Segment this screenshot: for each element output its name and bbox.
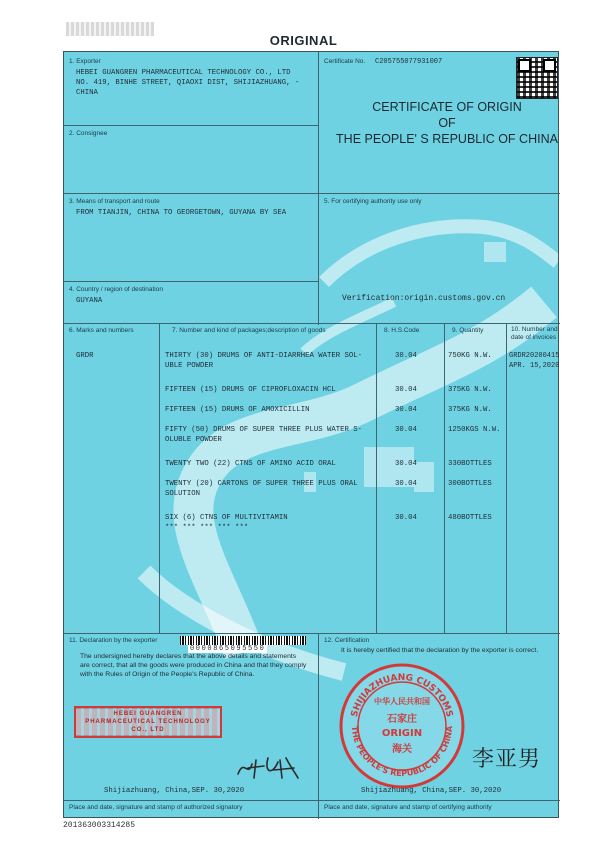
hs-code: 30.04 xyxy=(395,514,417,522)
divider xyxy=(64,633,560,634)
exporter-line: HEBEI GUANGREN PHARMACEUTICAL TECHNOLOGY CO., LTD xyxy=(76,69,291,77)
company-stamp xyxy=(74,706,222,738)
hs-code: 30.04 xyxy=(395,460,417,468)
declaration-line: with the Rules of Origin of the People's Republic of China. xyxy=(80,671,255,678)
certificate-number: C205755077931007 xyxy=(375,58,443,66)
quantity: 750KG N.W. xyxy=(448,352,492,360)
exporter-footer: Place and date, signature and stamp of authorized signatory xyxy=(69,804,243,811)
exporter-declaration-label: 11. Declaration by the exporter xyxy=(69,637,158,644)
hs-code: 30.04 xyxy=(395,406,417,414)
goods-description-line: SIX (6) CTNS OF MULTIVITAMIN xyxy=(165,514,288,522)
declaration-line: The undersigned hereby declares that the above details and statements xyxy=(80,653,297,660)
goods-description-line: FIFTEEN (15) DRUMS OF CIPROFLOXACIN HCL xyxy=(165,386,336,394)
divider xyxy=(506,323,507,633)
goods-description-line: OLUBLE POWDER xyxy=(165,436,222,444)
hs-code-header: 8. H.S.Code xyxy=(384,327,420,334)
transport-label: 3. Means of transport and route xyxy=(69,198,160,205)
goods-description-line: THIRTY (30) DRUMS OF ANTI-DIARRHEA WATER SOL- xyxy=(165,352,363,360)
consignee-label: 2. Consignee xyxy=(69,130,108,137)
certifier-footer: Place and date, signature and stamp of certifying authority xyxy=(324,804,492,811)
divider xyxy=(376,323,377,633)
goods-description-line: TWENTY (20) CARTONS OF SUPER THREE PLUS ORAL xyxy=(165,480,358,488)
quantity: 480BOTTLES xyxy=(448,514,492,522)
transport-route: FROM TIANJIN, CHINA TO GEORGETOWN, GUYANA BY SEA xyxy=(76,209,287,217)
divider xyxy=(318,633,319,819)
goods-description-line: UBLE POWDER xyxy=(165,362,214,370)
goods-description-line: FIFTEEN (15) DRUMS OF AMOXICILLIN xyxy=(165,406,310,414)
declaration-line: are correct, that all the goods were produced in China and that they comply xyxy=(80,662,307,669)
company-stamp-text: HEBEI GUANGREN PHARMACEUTICAL TECHNOLOGY CO., LTD xyxy=(76,709,220,735)
certification-label: 12. Certification xyxy=(324,637,370,644)
quantity-header: 9. Quantity xyxy=(452,327,484,334)
divider xyxy=(64,800,560,801)
goods-description-line: *** *** *** *** *** xyxy=(165,524,249,532)
exporter-label: 1. Exporter xyxy=(69,58,101,65)
invoice-number: GRDR20200415 xyxy=(509,352,560,360)
goods-description-line: TWENTY TWO (22) CTNS OF AMINO ACID ORAL xyxy=(165,460,336,468)
divider xyxy=(64,281,318,282)
exporter-line: NO. 419, BINHE STREET, QIAOXI DIST, SHIJIAZHUANG, - xyxy=(76,79,300,87)
qr-code xyxy=(516,57,558,99)
quantity: 375KG N.W. xyxy=(448,406,492,414)
declaration-text xyxy=(80,652,306,679)
quantity: 375KG N.W. xyxy=(448,386,492,394)
hs-code: 30.04 xyxy=(395,352,417,360)
hs-code: 30.04 xyxy=(395,426,417,434)
certifier-signature: 李亚男 xyxy=(472,747,542,772)
divider xyxy=(159,323,160,633)
divider xyxy=(318,52,319,325)
certifier-place-date: Shijiazhuang, China,SEP. 30,2020 xyxy=(361,787,502,795)
hs-code: 30.04 xyxy=(395,386,417,394)
seal-customs: 海关 xyxy=(392,744,412,755)
divider xyxy=(444,323,445,633)
title-line: CERTIFICATE OF ORIGIN xyxy=(372,100,522,114)
exporter-line: CHINA xyxy=(76,89,98,97)
authority-use-label: 5. For certifying authority use only xyxy=(324,198,422,205)
document-serial: 201363003314285 xyxy=(63,821,136,830)
divider xyxy=(64,323,560,324)
barcode-number: 0000865095550 xyxy=(190,645,266,653)
certification-text: It is hereby certified that the declaration by the exporter is correct. xyxy=(341,647,539,654)
divider xyxy=(64,125,318,126)
certificate-no-label: Certificate No. xyxy=(324,58,366,65)
destination-label: 4. Country / region of destination xyxy=(69,286,163,293)
title-line: OF xyxy=(438,116,456,130)
great-wall-watermark xyxy=(64,52,558,817)
hs-code: 30.04 xyxy=(395,480,417,488)
marks-header: 6. Marks and numbers xyxy=(69,327,134,334)
seal-inner-top: 中华人民共和国 xyxy=(374,697,430,706)
description-header: 7. Number and kind of packages;description of goods xyxy=(172,327,326,334)
exporter-signature xyxy=(234,752,302,782)
seal-outer-top: SHIJIAZHUANG CUSTOMS xyxy=(349,672,455,719)
seal-city: 石家庄 xyxy=(387,714,417,725)
marks-value: GRDR xyxy=(76,352,94,360)
certificate-title xyxy=(334,99,560,147)
exporter-place-date: Shijiazhuang, China,SEP. 30,2020 xyxy=(104,787,245,795)
certificate-form xyxy=(63,51,559,818)
quantity: 300BOTTLES xyxy=(448,480,492,488)
seal-outer-bottom: THE PEOPLE'S REPUBLIC OF CHINA xyxy=(349,725,455,779)
destination-country: GUYANA xyxy=(76,297,103,305)
barcode xyxy=(180,636,306,645)
divider xyxy=(64,193,560,194)
verification-url: Verification:origin.customs.gov.cn xyxy=(342,294,506,303)
quantity: 330BOTTLES xyxy=(448,460,492,468)
customs-seal xyxy=(338,662,466,790)
invoice-header: 10. Number and date of invoices xyxy=(511,326,558,341)
seal-origin: ORIGIN xyxy=(381,728,423,739)
original-heading: ORIGINAL xyxy=(269,33,338,48)
goods-description-line: SOLUTION xyxy=(165,490,201,498)
title-line: THE PEOPLE' S REPUBLIC OF CHINA xyxy=(336,132,558,146)
invoice-date: APR. 15,2020 xyxy=(509,362,560,370)
goods-description-line: FIFTY (50) DRUMS OF SUPER THREE PLUS WATER S- xyxy=(165,426,363,434)
quantity: 1250KGS N.W. xyxy=(448,426,501,434)
